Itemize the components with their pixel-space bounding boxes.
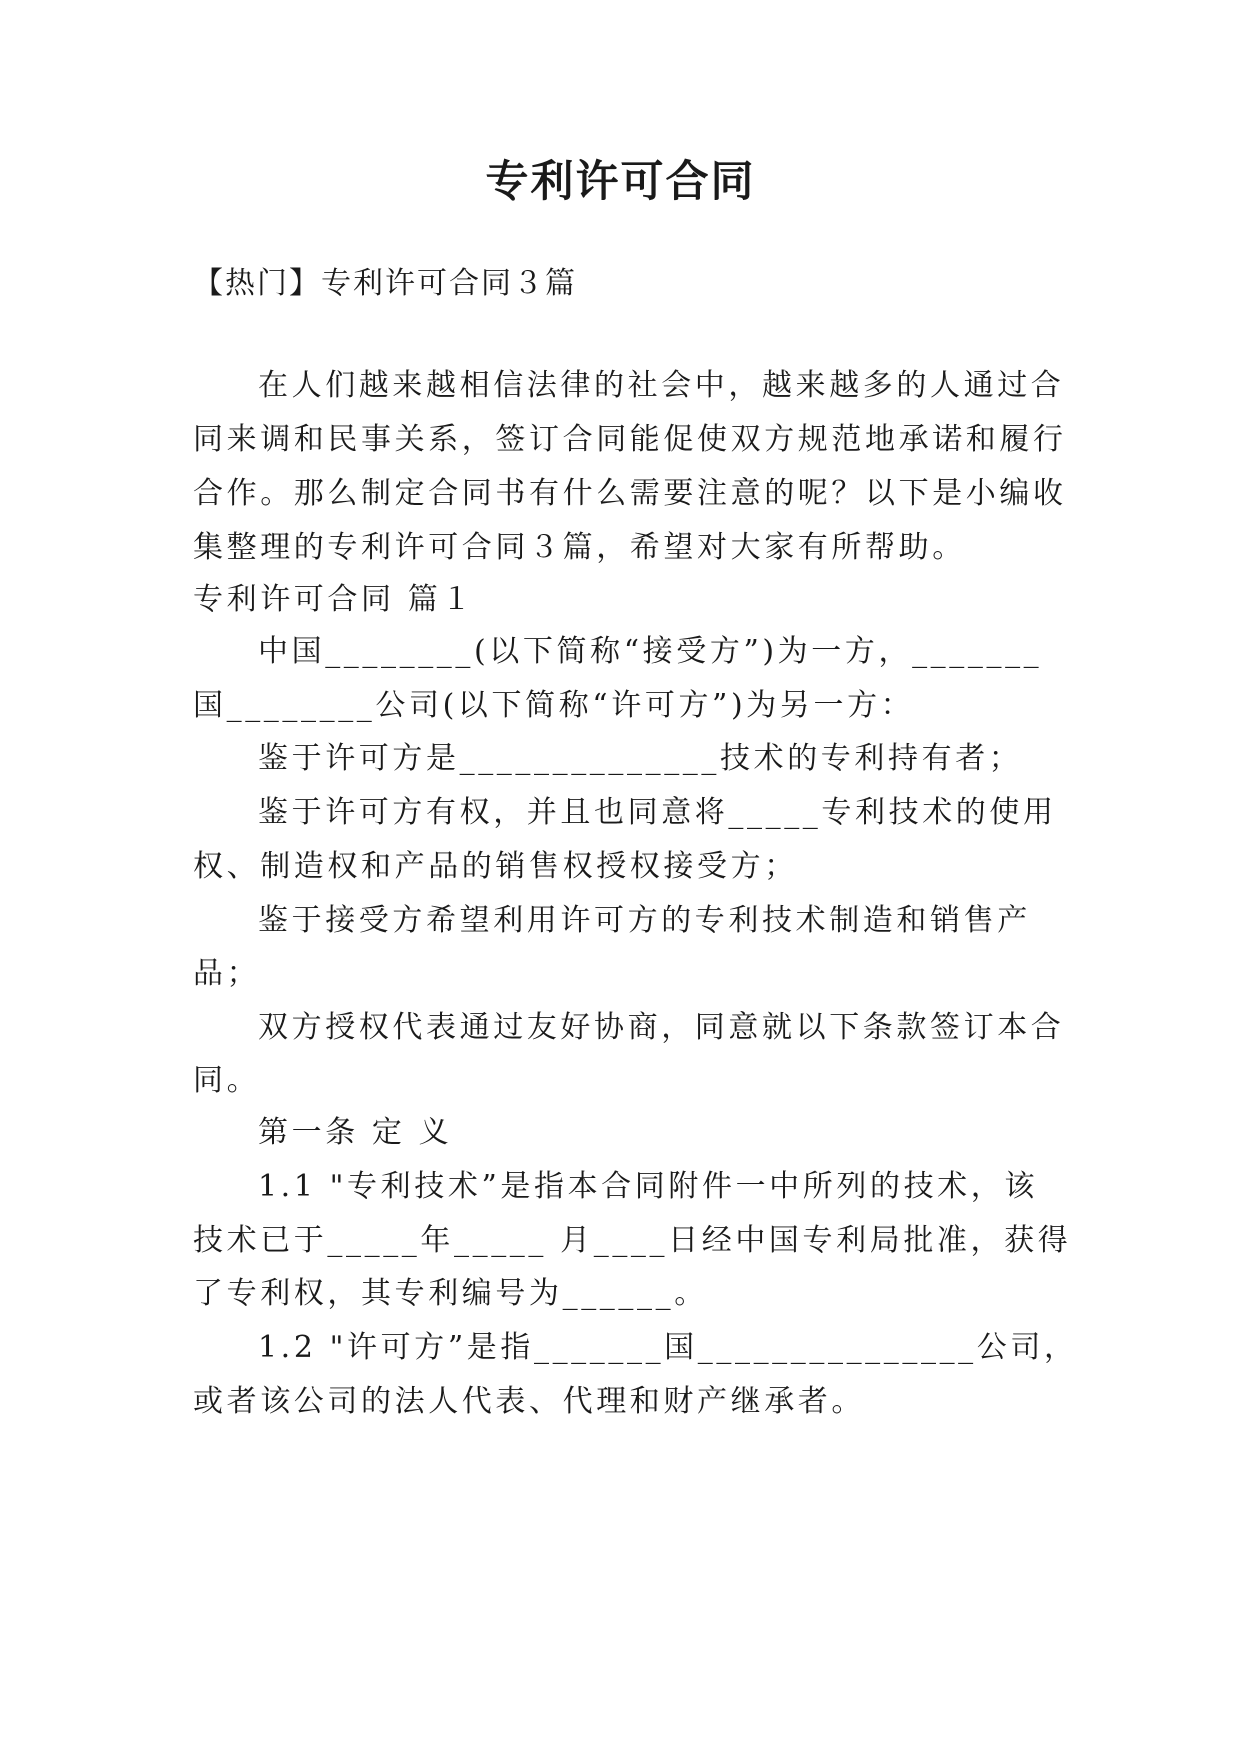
paragraph-line: 1.1 "专利技术”是指本合同附件一中所列的技术，该	[258, 1169, 1038, 1204]
section-heading: 专利许可合同 篇１	[193, 582, 475, 617]
paragraph-line: 技术已于_____年_____ 月____日经中国专利局批准，获得	[193, 1223, 1072, 1258]
paragraph-line: 在人们越来越相信法律的社会中，越来越多的人通过合	[258, 368, 1065, 403]
paragraph-line: 权、制造权和产品的销售权授权接受方；	[193, 849, 798, 884]
paragraph-line: 鉴于许可方是______________技术的专利持有者；	[258, 741, 1023, 776]
paragraph-line: 合作。那么制定合同书有什么需要注意的呢？以下是小编收	[193, 476, 1067, 511]
paragraph-line: 中国________(以下简称“接受方”)为一方，_______	[258, 634, 1043, 669]
paragraph-line: 或者该公司的法人代表、代理和财产继承者。	[193, 1384, 865, 1419]
paragraph-line: 品；	[193, 956, 261, 991]
article-heading: 第一条 定 义	[258, 1115, 453, 1150]
paragraph-line: 1.2 "许可方”是指_______国_______________公司，	[258, 1330, 1078, 1365]
document-title: 专利许可合同	[485, 157, 756, 207]
document-subtitle: 【热门】专利许可合同３篇	[193, 266, 577, 301]
paragraph-line: 同来调和民事关系，签订合同能促使双方规范地承诺和履行	[193, 422, 1067, 457]
paragraph-line: 双方授权代表通过友好协商，同意就以下条款签订本合	[258, 1010, 1065, 1045]
paragraph-line: 鉴于接受方希望利用许可方的专利技术制造和销售产	[258, 903, 1031, 938]
paragraph-line: 了专利权，其专利编号为______。	[193, 1276, 708, 1311]
paragraph-line: 同。	[193, 1063, 261, 1098]
paragraph-line: 国________公司(以下简称“许可方”)为另一方：	[193, 688, 915, 723]
paragraph-line: 鉴于许可方有权，并且也同意将_____专利技术的使用	[258, 795, 1057, 830]
paragraph-line: 集整理的专利许可合同３篇，希望对大家有所帮助。	[193, 530, 966, 565]
